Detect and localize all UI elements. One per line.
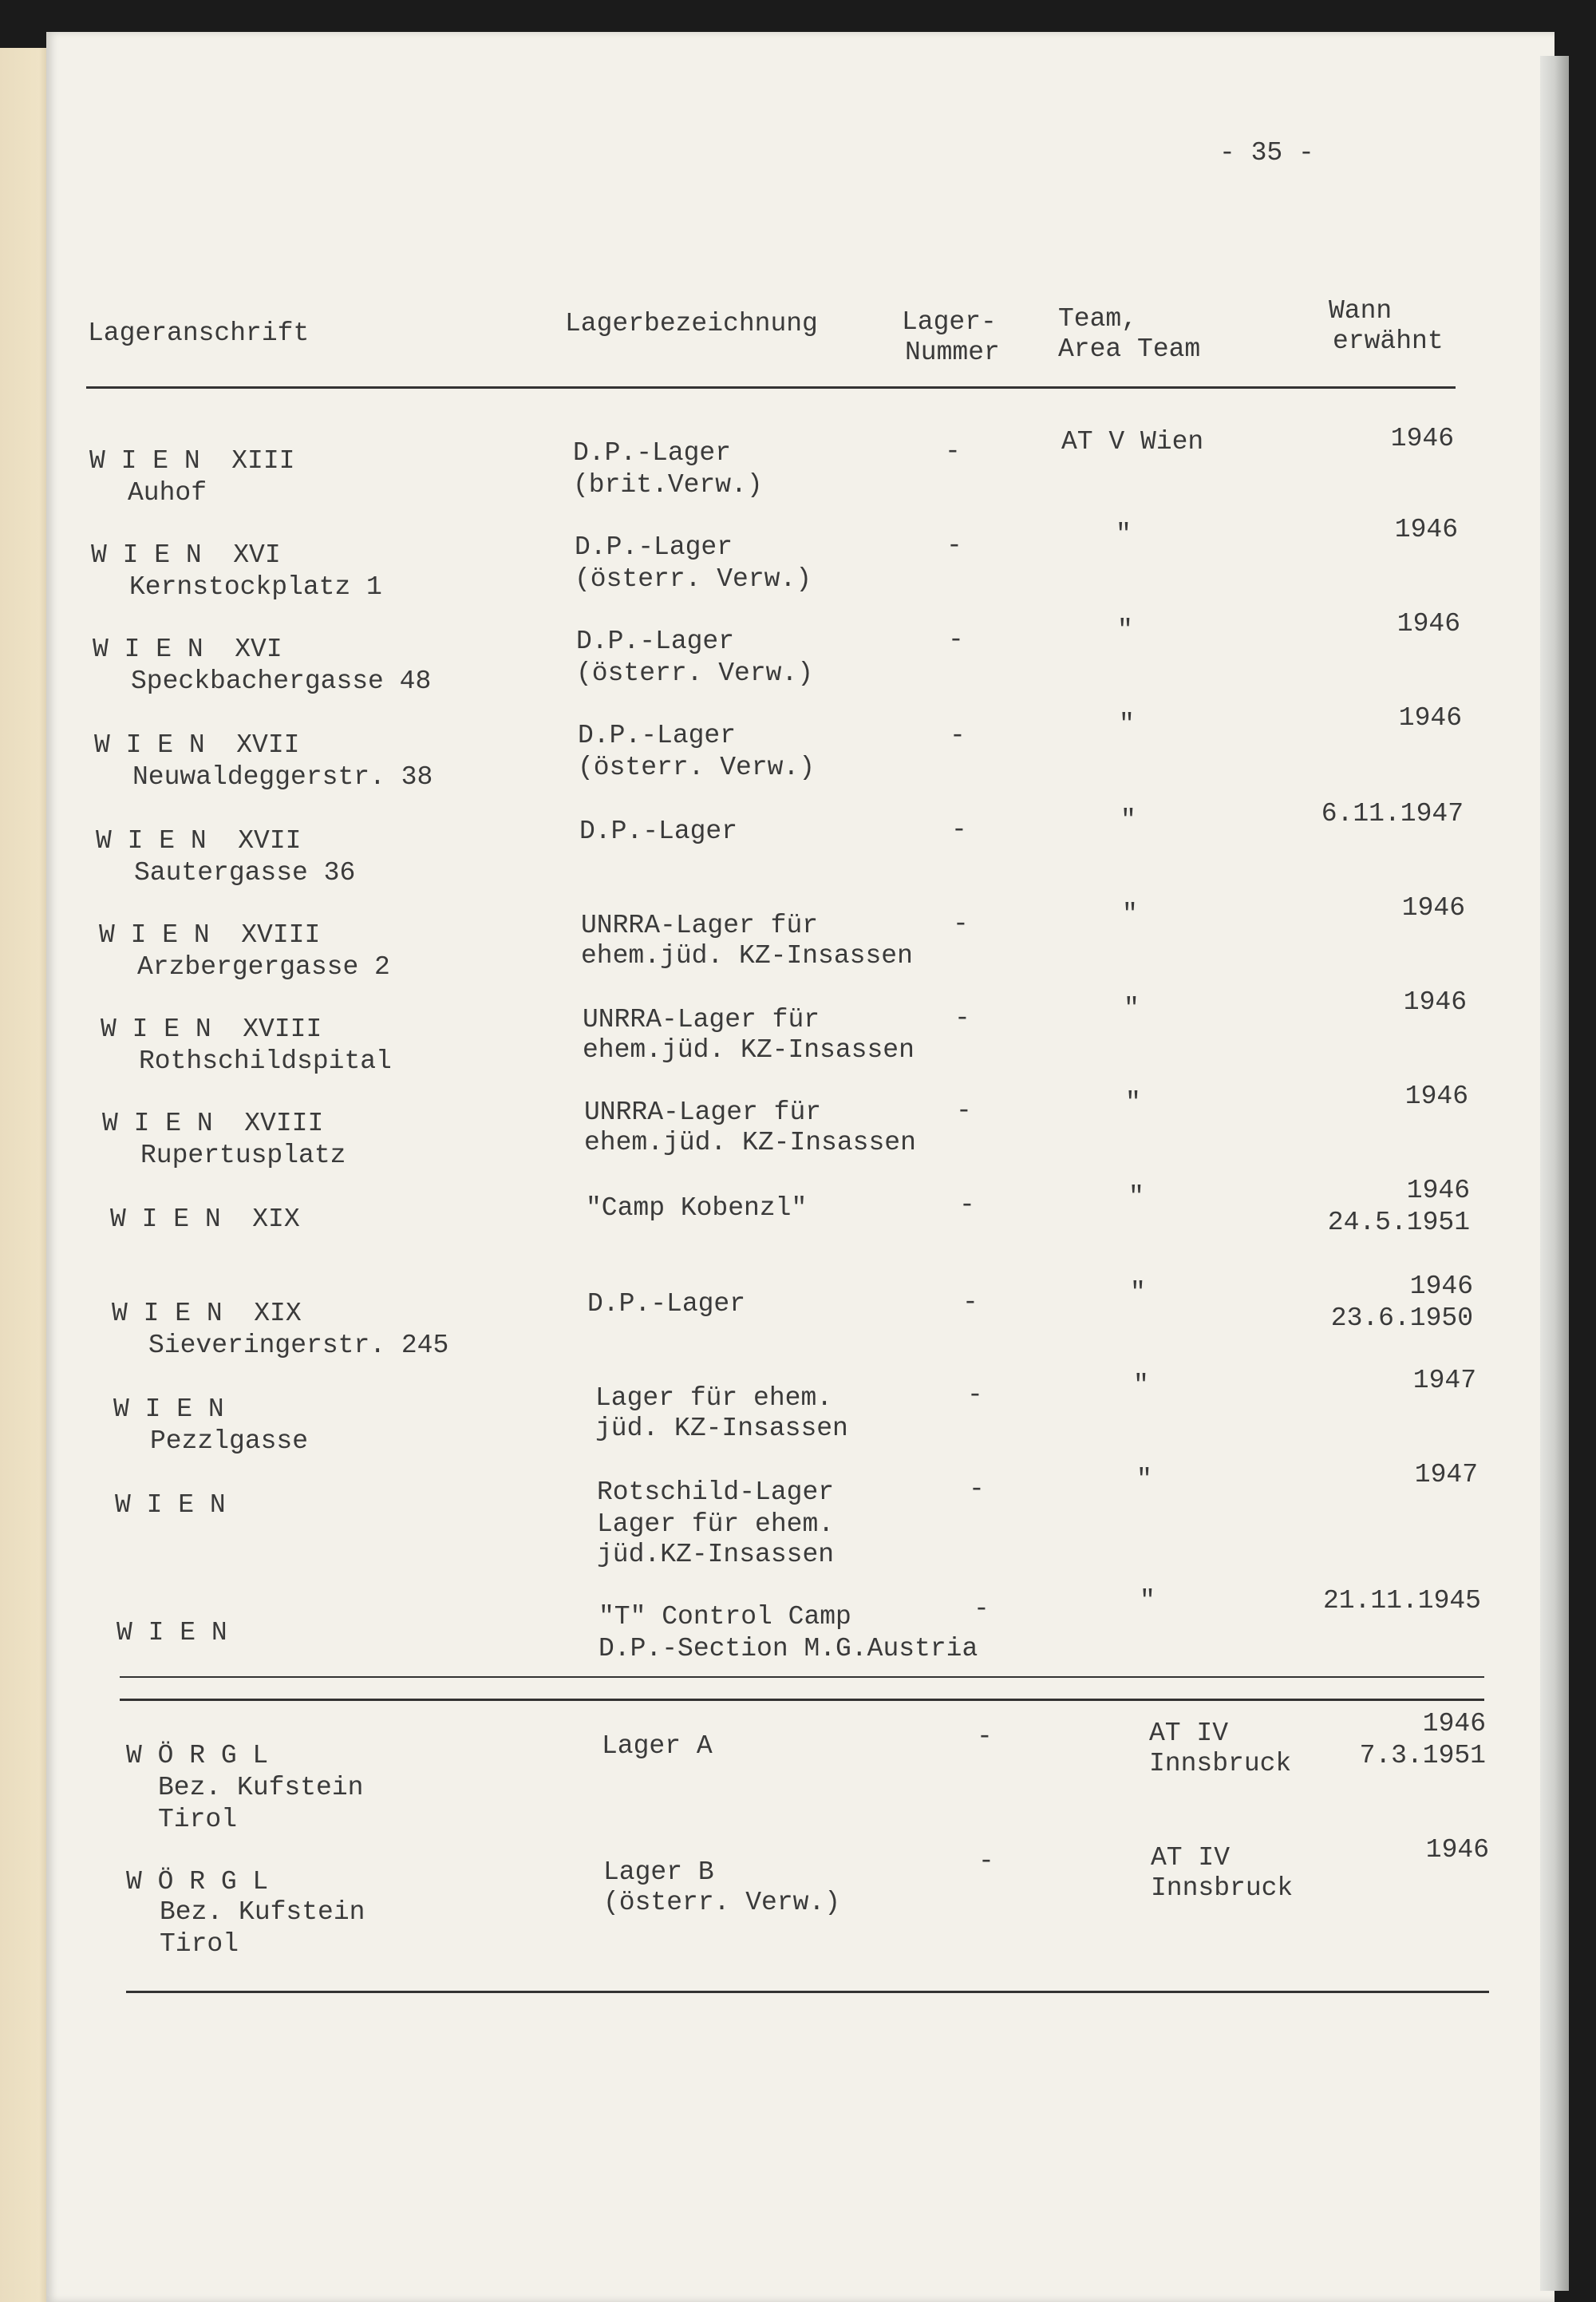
team-ditto: " (1117, 615, 1133, 645)
wann-line: 1946 (1390, 424, 1454, 453)
address-line: W I E N XIX (112, 1299, 302, 1328)
team-ditto: " (1124, 994, 1140, 1023)
wann-line: 24.5.1951 (1327, 1208, 1470, 1237)
address-line: W I E N (117, 1618, 227, 1647)
designation-line: Lager für ehem. (597, 1509, 835, 1539)
section-rule (120, 1676, 1484, 1678)
wann-line: 1946 (1401, 893, 1465, 923)
address-line: Sautergasse 36 (134, 858, 356, 888)
designation-line: D.P.-Lager (587, 1289, 746, 1319)
designation-line: "T" Control Camp (598, 1602, 851, 1632)
team-ditto: " (1128, 1182, 1144, 1212)
nummer-cell: - (969, 1474, 985, 1504)
wann-line: 1946 (1406, 1176, 1470, 1205)
wann-line: 1946 (1404, 1082, 1468, 1111)
nummer-cell: - (967, 1380, 983, 1410)
address-line: Tirol (158, 1805, 238, 1834)
designation-line: ehem.jüd. KZ-Insassen (583, 1035, 915, 1065)
nummer-cell: - (954, 1003, 970, 1033)
address-line: W I E N XVIII (102, 1109, 324, 1138)
header-wann-line2: erwähnt (1333, 326, 1444, 356)
designation-line: UNRRA-Lager für (581, 911, 819, 940)
team-ditto: " (1120, 805, 1136, 835)
address-line: W Ö R G L (126, 1867, 269, 1897)
nummer-cell: - (945, 437, 961, 466)
nummer-cell: - (959, 1190, 975, 1220)
designation-line: UNRRA-Lager für (583, 1005, 820, 1034)
designation-line: Lager für ehem. (595, 1383, 833, 1413)
wann-line: 1946 (1425, 1835, 1489, 1865)
nummer-cell: - (974, 1594, 990, 1624)
address-line: Auhof (128, 478, 207, 508)
designation-line: Lager A (602, 1731, 713, 1761)
header-lagerbezeichnung: Lagerbezeichnung (565, 309, 818, 338)
nummer-cell: - (948, 625, 964, 655)
address-line: Arzbergergasse 2 (137, 952, 390, 982)
designation-line: "Camp Kobenzl" (586, 1193, 808, 1223)
address-line: Bez. Kufstein (160, 1897, 365, 1927)
team-ditto: " (1136, 1465, 1152, 1494)
address-line: Sieveringerstr. 245 (148, 1331, 449, 1360)
designation-line: (brit.Verw.) (573, 470, 763, 500)
designation-line: D.P.-Lager (576, 627, 735, 656)
address-line: W I E N XIX (110, 1204, 300, 1234)
wann-line: 1946 (1396, 609, 1460, 639)
team-line: Innsbruck (1151, 1873, 1294, 1903)
team-ditto: " (1119, 710, 1135, 739)
nummer-cell: - (950, 721, 966, 750)
team-ditto: " (1122, 900, 1138, 929)
address-line: W I E N XVII (94, 730, 300, 760)
address-line: Speckbachergasse 48 (131, 666, 432, 696)
address-line: Bez. Kufstein (158, 1773, 364, 1802)
designation-line: Rotschild-Lager (597, 1477, 835, 1507)
address-line: Kernstockplatz 1 (129, 572, 382, 602)
address-line: W I E N XVI (93, 635, 282, 664)
designation-line: (österr. Verw.) (575, 564, 812, 594)
address-line: Rothschildspital (139, 1046, 392, 1076)
header-lager-nummer-line1: Lager- (902, 307, 997, 337)
nummer-cell: - (953, 909, 969, 939)
header-team-line2: Area Team (1058, 334, 1201, 364)
wann-line: 1946 (1409, 1272, 1473, 1301)
team-ditto: " (1130, 1278, 1146, 1307)
address-line: W I E N XVI (91, 540, 281, 570)
wann-line: 1947 (1412, 1366, 1476, 1395)
nummer-cell: - (977, 1722, 993, 1751)
designation-line: D.P.-Section M.G.Austria (598, 1634, 978, 1663)
wann-line: 1946 (1403, 987, 1467, 1017)
address-line: W I E N XVIII (99, 920, 321, 950)
designation-line: jüd.KZ-Insassen (597, 1540, 835, 1569)
header-wann-line1: Wann (1329, 296, 1393, 326)
designation-line: D.P.-Lager (573, 438, 732, 468)
header-lageranschrift: Lageranschrift (88, 318, 310, 348)
header-team-line1: Team, (1058, 304, 1138, 334)
page-number: - 35 - (1219, 138, 1314, 168)
wann-line: 6.11.1947 (1321, 799, 1464, 829)
nummer-cell: - (951, 815, 967, 844)
wann-line: 21.11.1945 (1322, 1586, 1481, 1616)
nummer-cell: - (962, 1287, 978, 1317)
designation-line: jüd. KZ-Insassen (595, 1414, 848, 1443)
team-ditto: " (1116, 520, 1132, 549)
header-rule (86, 386, 1456, 389)
wann-line: 1946 (1398, 703, 1462, 733)
nummer-cell: - (978, 1846, 994, 1876)
team-line: AT IV (1149, 1719, 1229, 1748)
designation-line: (österr. Verw.) (603, 1888, 841, 1917)
designation-line: ehem.jüd. KZ-Insassen (584, 1128, 916, 1157)
section-rule (120, 1699, 1484, 1701)
address-line: Tirol (160, 1929, 239, 1959)
address-line: Rupertusplatz (140, 1141, 346, 1170)
address-line: W I E N (113, 1394, 224, 1424)
team-line: Innsbruck (1149, 1749, 1292, 1778)
designation-line: ehem.jüd. KZ-Insassen (581, 941, 913, 971)
nummer-cell: - (956, 1096, 972, 1125)
designation-line: D.P.-Lager (579, 817, 738, 846)
wann-line: 1947 (1414, 1460, 1478, 1489)
wann-line: 1946 (1394, 515, 1458, 544)
team-ditto: " (1140, 1586, 1156, 1616)
designation-line: Lager B (603, 1857, 714, 1887)
address-line: W Ö R G L (126, 1741, 269, 1770)
bottom-rule (126, 1991, 1489, 1993)
designation-line: D.P.-Lager (578, 721, 737, 750)
nummer-cell: - (946, 531, 962, 560)
address-line: W I E N XIII (89, 446, 295, 476)
designation-line: D.P.-Lager (575, 532, 733, 562)
team-ditto: " (1125, 1088, 1141, 1117)
wann-line: 23.6.1950 (1330, 1303, 1473, 1333)
address-line: Neuwaldeggerstr. 38 (132, 762, 433, 792)
address-line: W I E N XVII (96, 826, 302, 856)
team-line: AT V Wien (1061, 427, 1204, 457)
header-lager-nummer-line2: Nummer (905, 338, 1000, 367)
wann-line: 1946 (1422, 1709, 1486, 1738)
team-line: AT IV (1151, 1843, 1231, 1873)
designation-line: UNRRA-Lager für (584, 1098, 822, 1127)
address-line: W I E N XVIII (101, 1015, 322, 1044)
designation-line: (österr. Verw.) (576, 659, 814, 688)
page-stack-edge (1540, 56, 1569, 2291)
wann-line: 7.3.1951 (1359, 1741, 1486, 1770)
designation-line: (österr. Verw.) (578, 753, 816, 782)
address-line: W I E N (115, 1490, 226, 1520)
address-line: Pezzlgasse (150, 1426, 309, 1456)
team-ditto: " (1133, 1371, 1149, 1400)
